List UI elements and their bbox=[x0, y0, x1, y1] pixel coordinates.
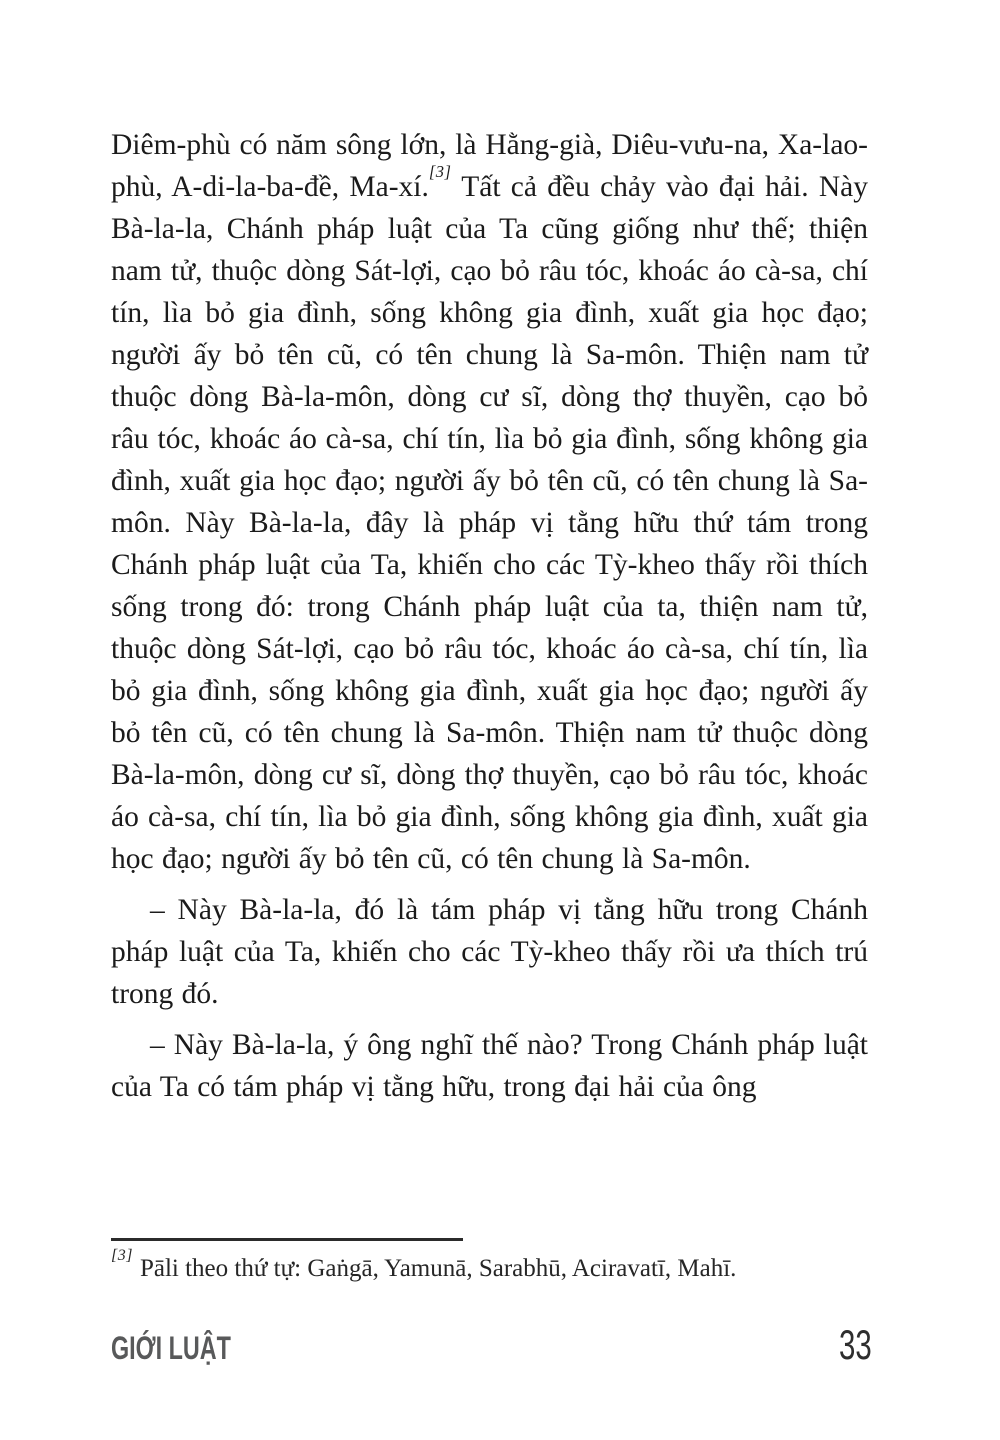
running-footer bbox=[111, 1321, 872, 1368]
footnote-block bbox=[111, 1238, 868, 1284]
footnote-text bbox=[111, 1246, 868, 1284]
paragraph-2: – Này Bà-la-la, đó là tám pháp vị tằng hữu trong Chánh pháp luật của Ta, khiến cho các Tỳ-kheo thấy rồi ưa thích trú trong đó. bbox=[111, 894, 868, 1010]
paragraph-1-text-before-ref: Diêm-phù có năm sông lớn, là Hằng-già, Diêu-vưu-na, Xa-lao-phù, A-di-la-ba-đề, Ma-xí. bbox=[111, 129, 868, 203]
body-text bbox=[111, 124, 868, 1108]
footnote-body: Pāli theo thứ tự: Gaṅgā, Yamunā, Sarabhū, Aciravatī, Mahī. bbox=[139, 1255, 737, 1282]
paragraph-1 bbox=[111, 124, 868, 880]
footnote-ref-3: [3] bbox=[111, 1246, 133, 1264]
section-title: GIỚI LUẬT bbox=[111, 1330, 231, 1366]
paragraph-1-text-after-ref: Tất cả đều chảy vào đại hải. Này Bà-la-la, Chánh pháp luật của Ta cũng giống như thế; thiện nam tử, thuộc dòng Sát-lợi, cạo bỏ râu tóc, khoác áo cà-sa, chí tín, lìa bỏ gia đình, sống không gia đình, xuất gia học đạo; người ấy bỏ tên cũ, có tên chung là Sa-môn. Thiện nam tử thuộc dòng Bà-la-môn, dòng cư sĩ, dòng thợ thuyền, cạo bỏ râu tóc, khoác áo cà-sa, chí tín, lìa bỏ gia đình, sống không gia đình, xuất gia học đạo; người ấy bỏ tên cũ, có tên chung là Sa-môn. Này Bà-la-la, đây là pháp vị tằng hữu thứ tám trong Chánh pháp luật của Ta, khiến cho các Tỳ-kheo thấy rồi thích sống trong đó: trong Chánh pháp luật của ta, thiện nam tử, thuộc dòng Sát-lợi, cạo bỏ râu tóc, khoác áo cà-sa, chí tín, lìa bỏ gia đình, sống không gia đình, xuất gia học đạo; người ấy bỏ tên cũ, có tên chung là Sa-môn. Thiện nam tử thuộc dòng Bà-la-môn, dòng cư sĩ, dòng thợ thuyền, cạo bỏ râu tóc, khoác áo cà-sa, chí tín, lìa bỏ gia đình, sống không gia đình, xuất gia học đạo; người ấy bỏ tên cũ, có tên chung là Sa-môn. bbox=[111, 171, 868, 875]
footnote-divider bbox=[111, 1238, 463, 1241]
footnote-ref-3-inline: [3] bbox=[428, 161, 452, 181]
page-number: 33 bbox=[839, 1321, 872, 1368]
paragraph-3: – Này Bà-la-la, ý ông nghĩ thế nào? Trong Chánh pháp luật của Ta có tám pháp vị tằng hữu, trong đại hải của ông bbox=[111, 1029, 868, 1103]
